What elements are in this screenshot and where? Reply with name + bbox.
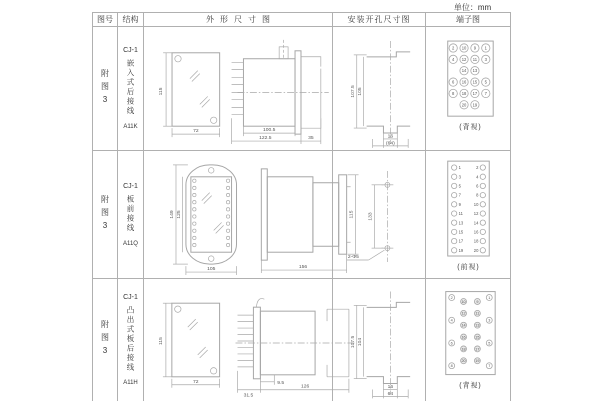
fig-cell-2	[93, 151, 118, 279]
terminal-number: 13	[472, 68, 478, 74]
terminal-number: 16	[461, 79, 467, 85]
outline-diagram-3	[144, 279, 332, 401]
fig-cell-1	[93, 27, 118, 151]
dim-front-w: 72	[193, 129, 199, 135]
install-diagram-3	[333, 279, 425, 401]
structure-cell-2	[118, 151, 144, 279]
terminal-number: 16	[461, 335, 466, 340]
dim-v1: 149	[170, 210, 176, 219]
terminal-number: 1	[488, 295, 491, 300]
dim-h1: 16	[387, 134, 394, 140]
dim-d: 156	[298, 265, 308, 271]
header-fig: 图号	[93, 13, 118, 27]
install-diagram-2	[333, 151, 425, 278]
terminal-number: 6	[450, 341, 453, 346]
structure-label: 凸出式板后接线	[126, 305, 135, 373]
dim-h2: 64	[387, 391, 394, 397]
front-view	[158, 303, 220, 388]
terminal-number: 12	[473, 211, 479, 217]
terminal-number: 5	[484, 79, 487, 85]
terminal-number: 12	[461, 56, 467, 62]
terminal-number: 4	[450, 318, 453, 323]
fig-label: 附图3	[100, 320, 110, 360]
outline-cell-1	[144, 27, 333, 151]
fig-label: 附图3	[100, 194, 110, 235]
terminal-number: 8	[452, 90, 455, 96]
terminal-number: 6	[452, 79, 455, 85]
terminal-number: 17	[472, 90, 478, 96]
terminal-number: 2	[476, 165, 479, 171]
terminal-number: 10	[461, 45, 467, 51]
terminal-number: 18	[461, 90, 467, 96]
terminal-number: 3	[484, 56, 487, 62]
install-cell-3	[333, 279, 426, 401]
terminal-number: 8	[476, 192, 479, 198]
terminal-number: 19	[475, 359, 480, 364]
terminal-number: 14	[461, 68, 467, 74]
terminal-number: 9	[476, 299, 479, 304]
terminal-diagram-3	[426, 279, 510, 401]
code-label: A11H	[123, 380, 138, 387]
terminal-number: 10	[461, 299, 466, 304]
terminal-number: 14	[473, 220, 479, 226]
header-install: 安装开孔尺寸图	[333, 13, 426, 27]
dim-d2: 122.5	[259, 136, 272, 142]
terminal-number: 1	[484, 45, 487, 51]
dim-v2: 125	[176, 210, 182, 219]
dim-d1: 100.5	[263, 128, 276, 134]
structure-cell-1	[118, 27, 144, 151]
spec-table	[92, 12, 511, 401]
structure-cell-3	[118, 279, 144, 401]
terminal-grid	[451, 165, 485, 253]
dim-h: 115	[349, 210, 355, 219]
dim-v1: 107.5	[350, 85, 356, 98]
dim-d3: 35	[308, 136, 314, 142]
dim-w: 105	[207, 267, 216, 273]
dim-h1: 16	[387, 384, 394, 390]
model-label: CJ-1	[123, 293, 138, 301]
fig-cell-3	[93, 279, 118, 401]
terminal-number: 7	[458, 192, 461, 198]
install-cell-1	[333, 27, 426, 151]
dim-v1: 107.5	[350, 335, 356, 349]
view-label: (前视)	[457, 263, 480, 271]
terminal-number: 12	[461, 311, 466, 316]
view-label: (背视)	[459, 382, 482, 390]
unit-label: 单位：mm	[453, 3, 492, 12]
terminal-number: 15	[475, 335, 480, 340]
terminal-number: 9	[458, 201, 461, 207]
side-view	[232, 40, 329, 144]
dim-p: 31.5	[243, 393, 254, 399]
terminal-grid	[449, 44, 490, 109]
dim-d: 133	[368, 212, 374, 221]
terminal-number: 4	[476, 174, 479, 180]
terminal-number: 3	[488, 318, 491, 323]
hole-spec-label: 2-Φ5	[347, 255, 359, 261]
terminal-number: 17	[475, 347, 480, 352]
structure-label: 板前接线	[126, 194, 135, 233]
header-struct: 结构	[118, 13, 144, 27]
terminal-number: 14	[461, 323, 466, 328]
code-label: A11K	[123, 124, 138, 130]
terminal-number: 2	[450, 295, 453, 300]
terminal-number: 9	[473, 45, 477, 51]
terminal-diagram-2	[426, 151, 510, 278]
terminal-cell-2	[426, 151, 511, 279]
dim-v2: 104	[358, 337, 364, 347]
dim-h2: (64)	[385, 141, 395, 147]
header-terminal: 端子图	[426, 13, 511, 27]
terminal-number: 20	[461, 102, 467, 108]
terminal-diagram-1	[426, 27, 510, 150]
outline-cell-3	[144, 279, 333, 401]
terminal-number: 17	[458, 238, 464, 244]
dim-front-h: 115	[159, 87, 165, 96]
install-cell-2	[333, 151, 426, 279]
terminal-number: 7	[488, 364, 491, 369]
fig-label: 附图3	[100, 68, 110, 109]
terminal-number: 8	[450, 364, 453, 369]
structure-label: 嵌入式后接线	[126, 59, 135, 116]
outline-diagram-1	[144, 27, 332, 150]
terminal-cell-3	[426, 279, 511, 401]
dim-front-h: 115	[158, 337, 164, 345]
terminal-cell-1	[426, 27, 511, 151]
view-label: (背视)	[459, 124, 482, 132]
front-view	[169, 165, 237, 275]
terminal-number: 5	[458, 183, 461, 189]
terminal-number: 10	[473, 201, 479, 207]
code-label: A11Q	[123, 240, 138, 247]
dim-front-w: 72	[192, 379, 199, 385]
terminal-number: 16	[473, 229, 479, 235]
terminal-number: 2	[452, 45, 455, 51]
dim-d1: 9.5	[277, 380, 285, 386]
install-diagram-1	[333, 27, 425, 150]
terminal-number: 13	[475, 323, 480, 328]
terminal-number: 5	[488, 341, 491, 346]
model-label: CJ-1	[123, 47, 138, 54]
terminal-number: 20	[461, 359, 466, 364]
terminal-number: 11	[458, 211, 463, 217]
terminal-number: 19	[458, 247, 464, 253]
dim-d2: 126	[301, 384, 310, 390]
dim-v2: 105	[358, 87, 364, 96]
header-outline: 外形尺寸图	[144, 13, 333, 27]
terminal-number: 1	[458, 165, 461, 171]
terminal-number: 20	[473, 247, 479, 253]
terminal-number: 13	[458, 220, 464, 226]
terminal-number: 18	[473, 238, 479, 244]
terminal-number: 11	[475, 311, 480, 316]
terminal-number: 4	[452, 56, 455, 62]
front-view	[158, 53, 220, 137]
terminal-number: 19	[472, 102, 478, 108]
terminal-number: 6	[476, 183, 479, 189]
terminal-grid	[449, 295, 492, 369]
model-label: CJ-1	[123, 182, 138, 190]
terminal-dots	[193, 179, 230, 247]
terminal-number: 18	[461, 347, 466, 352]
terminal-number: 15	[458, 229, 464, 235]
terminal-number: 3	[458, 174, 461, 180]
terminal-number: 11	[472, 56, 478, 62]
terminal-number: 7	[484, 90, 487, 96]
terminal-number: 15	[472, 79, 478, 85]
